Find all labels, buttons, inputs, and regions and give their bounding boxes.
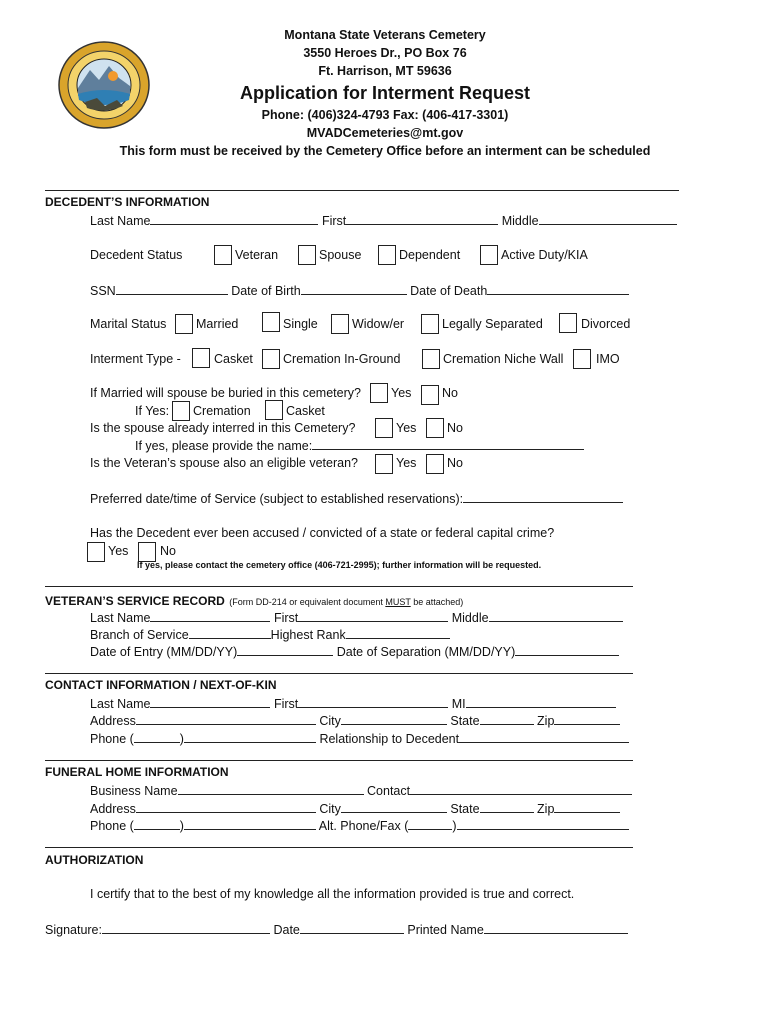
spouse-buried-question: If Married will spouse be buried in this cemetery? — [90, 386, 361, 400]
notice: This form must be received by the Cemetery Office before an interment can be scheduled — [119, 144, 651, 158]
alt-paren: ) — [452, 819, 457, 833]
contact-area-code-field[interactable] — [134, 730, 180, 743]
decedent-heading: DECEDENT’S INFORMATION — [45, 195, 210, 209]
ssn-dates-row — [90, 282, 629, 299]
contact-address-label: Address — [90, 714, 136, 728]
funeral-heading: FUNERAL HOME INFORMATION — [45, 765, 229, 779]
ssn-label: SSN — [90, 284, 116, 298]
status-spouse-label: Spouse — [319, 248, 362, 262]
last-name-label: Last Name — [90, 214, 151, 228]
branch-label: Branch of Service — [90, 628, 189, 642]
contact-zip-label: Zip — [537, 714, 555, 728]
email: MVADCemeteries@mt.gov — [306, 126, 464, 140]
printed-name-label: Printed Name — [407, 923, 484, 937]
status-spouse-checkbox[interactable] — [298, 245, 316, 265]
spouse-buried-yes-checkbox[interactable] — [370, 383, 388, 403]
funeral-phone-field[interactable] — [184, 817, 316, 830]
decedent-status-label: Decedent Status — [90, 248, 183, 262]
eligible-yes-checkbox[interactable] — [375, 454, 393, 474]
status-dependent-label: Dependent — [399, 248, 461, 262]
divider — [45, 190, 679, 191]
org-name: Montana State Veterans Cemetery — [284, 28, 486, 42]
funeral-paren: ) — [179, 819, 184, 833]
funeral-business-row — [90, 782, 632, 799]
interment-ground-checkbox[interactable] — [262, 349, 280, 369]
printed-name-field[interactable] — [484, 921, 628, 934]
funeral-contact-field[interactable] — [410, 782, 632, 795]
contact-city-label: City — [319, 714, 341, 728]
marital-widow-label: Widow/er — [352, 317, 405, 331]
capital-no-checkbox[interactable] — [138, 542, 156, 562]
service-last-field[interactable] — [150, 609, 270, 622]
interment-niche-label: Cremation Niche Wall — [443, 352, 564, 366]
marital-divorced-checkbox[interactable] — [559, 313, 577, 333]
service-note-must: MUST — [385, 597, 411, 607]
spouse-interred-no-checkbox[interactable] — [426, 418, 444, 438]
decedent-name-row — [90, 212, 677, 229]
separation-field[interactable] — [515, 643, 619, 656]
contact-name-row — [90, 695, 616, 712]
interment-imo-checkbox[interactable] — [573, 349, 591, 369]
contact-mi-field[interactable] — [466, 695, 616, 708]
signature-row — [45, 921, 628, 938]
relationship-field[interactable] — [459, 730, 629, 743]
spouse-interred-question: Is the spouse already interred in this Cemetery? — [90, 421, 356, 435]
spouse-cremation-checkbox[interactable] — [172, 401, 190, 421]
spouse-casket-checkbox[interactable] — [265, 400, 283, 420]
service-first-field[interactable] — [298, 609, 448, 622]
funeral-address-label: Address — [90, 802, 136, 816]
first-name-field[interactable] — [346, 212, 498, 225]
alt-area-code-field[interactable] — [408, 817, 452, 830]
preferred-row — [90, 490, 623, 507]
marital-single-checkbox[interactable] — [262, 312, 280, 332]
divider — [45, 847, 633, 848]
divider — [45, 673, 633, 674]
status-active-duty-label: Active Duty/KIA — [501, 248, 588, 262]
contact-city-field[interactable] — [341, 712, 447, 725]
marital-divorced-label: Divorced — [581, 317, 631, 331]
eligible-question: Is the Veteran’s spouse also an eligible veteran? — [90, 456, 359, 470]
contact-paren: ) — [179, 732, 184, 746]
service-first-label: First — [273, 611, 299, 625]
dob-label: Date of Birth — [231, 284, 301, 298]
business-field[interactable] — [178, 782, 364, 795]
separation-label: Date of Separation (MM/DD/YY) — [336, 645, 516, 659]
service-heading: VETERAN’S SERVICE RECORD — [45, 594, 225, 608]
funeral-address-row — [90, 800, 620, 817]
spouse-interred-yes-checkbox[interactable] — [375, 418, 393, 438]
spouse-interred-no-label: No — [447, 421, 463, 435]
contact-phone-row — [90, 730, 629, 747]
signature-label: Signature: — [45, 923, 102, 937]
funeral-city-field[interactable] — [341, 800, 447, 813]
funeral-phone-row — [90, 817, 629, 834]
eligible-no-checkbox[interactable] — [426, 454, 444, 474]
page-title: Application for Interment Request — [239, 83, 531, 103]
certify-text: I certify that to the best of my knowledge all the information provided is true and correct. — [90, 887, 575, 901]
dod-field[interactable] — [487, 282, 629, 295]
contact-phone-field[interactable] — [184, 730, 316, 743]
eligible-yes-label: Yes — [396, 456, 417, 470]
spouse-casket-label: Casket — [286, 404, 325, 418]
status-veteran-checkbox[interactable] — [214, 245, 232, 265]
funeral-state-field[interactable] — [480, 800, 534, 813]
interment-imo-label: IMO — [596, 352, 620, 366]
funeral-state-label: State — [450, 802, 480, 816]
service-dates-row — [90, 643, 619, 660]
alt-phone-label: Alt. Phone/Fax ( — [318, 819, 409, 833]
status-dependent-checkbox[interactable] — [378, 245, 396, 265]
contact-last-label: Last Name — [90, 697, 151, 711]
contact-address-field[interactable] — [136, 712, 316, 725]
spouse-buried-yes-label: Yes — [391, 386, 412, 400]
first-name-label: First — [321, 214, 347, 228]
middle-name-field[interactable] — [539, 212, 677, 225]
service-middle-field[interactable] — [489, 609, 623, 622]
contact-address-row — [90, 712, 620, 729]
date-label: Date — [273, 923, 300, 937]
funeral-contact-label: Contact — [367, 784, 411, 798]
branch-field[interactable] — [189, 626, 271, 639]
spouse-cremation-label: Cremation — [193, 404, 251, 418]
entry-field[interactable] — [237, 643, 333, 656]
entry-label: Date of Entry (MM/DD/YY) — [90, 645, 238, 659]
marital-single-label: Single — [283, 317, 318, 331]
funeral-address-field[interactable] — [136, 800, 316, 813]
contact-last-field[interactable] — [150, 695, 270, 708]
capital-yes-checkbox[interactable] — [87, 542, 105, 562]
marital-separated-label: Legally Separated — [442, 317, 543, 331]
marital-widow-checkbox[interactable] — [331, 314, 349, 334]
org-address-1: 3550 Heroes Dr., PO Box 76 — [303, 46, 467, 60]
service-heading-row — [45, 592, 463, 610]
spouse-name-row — [135, 437, 584, 454]
contact-first-label: First — [273, 697, 299, 711]
contact-phone-label: Phone ( — [90, 732, 134, 746]
service-note — [229, 597, 463, 607]
divider — [45, 760, 633, 761]
status-active-duty-checkbox[interactable] — [480, 245, 498, 265]
rank-field[interactable] — [346, 626, 450, 639]
status-veteran-label: Veteran — [235, 248, 279, 262]
contact-mi-label: MI — [451, 697, 466, 711]
capital-note: If yes, please contact the cemetery office (406-721-2995); further information will be requested. — [137, 560, 542, 570]
marital-married-label: Married — [196, 317, 239, 331]
divider — [45, 586, 633, 587]
authorization-heading: AUTHORIZATION — [45, 853, 144, 867]
rank-label: Highest Rank — [270, 628, 346, 642]
dob-field[interactable] — [301, 282, 407, 295]
preferred-field[interactable] — [463, 490, 623, 503]
contact-zip-field[interactable] — [554, 712, 620, 725]
contact-state-field[interactable] — [480, 712, 534, 725]
interment-ground-label: Cremation In-Ground — [283, 352, 401, 366]
alt-phone-field[interactable] — [457, 817, 629, 830]
last-name-field[interactable] — [150, 212, 318, 225]
interment-casket-label: Casket — [214, 352, 253, 366]
ssn-field[interactable] — [116, 282, 228, 295]
funeral-city-label: City — [319, 802, 341, 816]
interment-niche-checkbox[interactable] — [422, 349, 440, 369]
service-last-label: Last Name — [90, 611, 151, 625]
capital-yes-label: Yes — [108, 544, 129, 558]
if-yes-label: If Yes: — [135, 404, 170, 418]
spouse-buried-no-label: No — [442, 386, 458, 400]
contact-heading: CONTACT INFORMATION / NEXT-OF-KIN — [45, 678, 277, 692]
service-note-pre: (Form DD-214 or equivalent document — [229, 597, 386, 607]
phone-fax: Phone: (406)324-4793 Fax: (406-417-3301) — [261, 108, 509, 122]
funeral-phone-label: Phone ( — [90, 819, 134, 833]
marital-separated-checkbox[interactable] — [421, 314, 439, 334]
funeral-zip-field[interactable] — [554, 800, 620, 813]
middle-name-label: Middle — [501, 214, 539, 228]
interment-type-label: Interment Type - — [90, 352, 181, 366]
eligible-no-label: No — [447, 456, 463, 470]
dod-label: Date of Death — [410, 284, 488, 298]
funeral-zip-label: Zip — [537, 802, 555, 816]
org-address-2: Ft. Harrison, MT 59636 — [318, 64, 452, 78]
contact-state-label: State — [450, 714, 480, 728]
spouse-name-field[interactable] — [312, 437, 584, 450]
marital-status-label: Marital Status — [90, 317, 167, 331]
capital-no-label: No — [160, 544, 176, 558]
marital-married-checkbox[interactable] — [175, 314, 193, 334]
date-field[interactable] — [300, 921, 404, 934]
service-middle-label: Middle — [451, 611, 489, 625]
preferred-label: Preferred date/time of Service (subject to established reservations): — [90, 492, 464, 506]
funeral-area-code-field[interactable] — [134, 817, 180, 830]
capital-crime-question: Has the Decedent ever been accused / convicted of a state or federal capital crime? — [90, 526, 555, 540]
interment-casket-checkbox[interactable] — [192, 348, 210, 368]
service-branch-row — [90, 626, 450, 643]
spouse-interred-yes-label: Yes — [396, 421, 417, 435]
service-note-post: be attached) — [410, 597, 464, 607]
contact-first-field[interactable] — [298, 695, 448, 708]
spouse-name-label: If yes, please provide the name: — [135, 439, 313, 453]
service-name-row — [90, 609, 623, 626]
signature-field[interactable] — [102, 921, 270, 934]
spouse-buried-no-checkbox[interactable] — [421, 385, 439, 405]
relationship-label: Relationship to Decedent — [319, 732, 460, 746]
business-label: Business Name — [90, 784, 178, 798]
